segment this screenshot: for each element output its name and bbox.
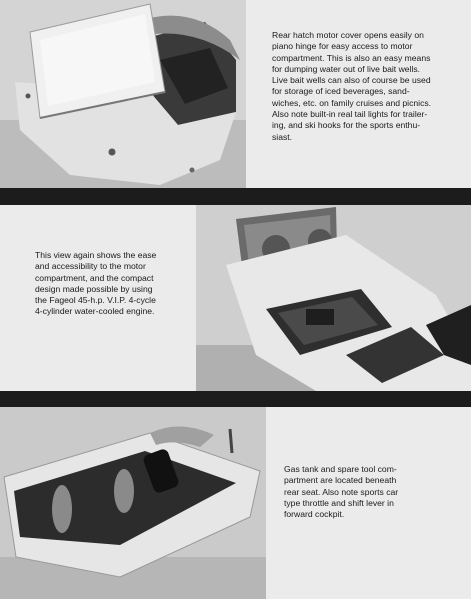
section-gas-tank bbox=[0, 407, 471, 599]
photo-rear-hatch-open bbox=[0, 0, 246, 188]
caption-panel-rear-hatch bbox=[246, 0, 471, 188]
section-rear-hatch bbox=[0, 0, 471, 188]
photo-gas-tank-compartment bbox=[0, 407, 266, 599]
caption-panel-motor-compartment bbox=[0, 205, 196, 391]
caption-text-motor-compartment: This view again shows the ease and accessibility to the motor compartment, and the compact design made possible by using the Fageol 45-h.p. V.I.P. 4-cycle 4-cylinder water-cooled engine. bbox=[35, 250, 157, 317]
caption-panel-gas-tank bbox=[266, 407, 471, 599]
section-motor-compartment bbox=[0, 205, 471, 391]
photo-engine-compartment bbox=[196, 205, 471, 391]
caption-text-rear-hatch: Rear hatch motor cover opens easily on piano hinge for easy access to motor compartment. This is also an easy means for dumping water out of live bait wells. Live bait wells can also of course be used for storage of iced beverages, sand- wiches, etc. on family cruises and picnics. Also note built-in real tail lights for trailer- ing, and ski hooks for the sports enthu- siast. bbox=[272, 30, 432, 142]
caption-text-gas-tank: Gas tank and spare tool com- partment are located beneath rear seat. Also note sports car type throttle and shift lever in forward cockpit. bbox=[284, 464, 399, 520]
